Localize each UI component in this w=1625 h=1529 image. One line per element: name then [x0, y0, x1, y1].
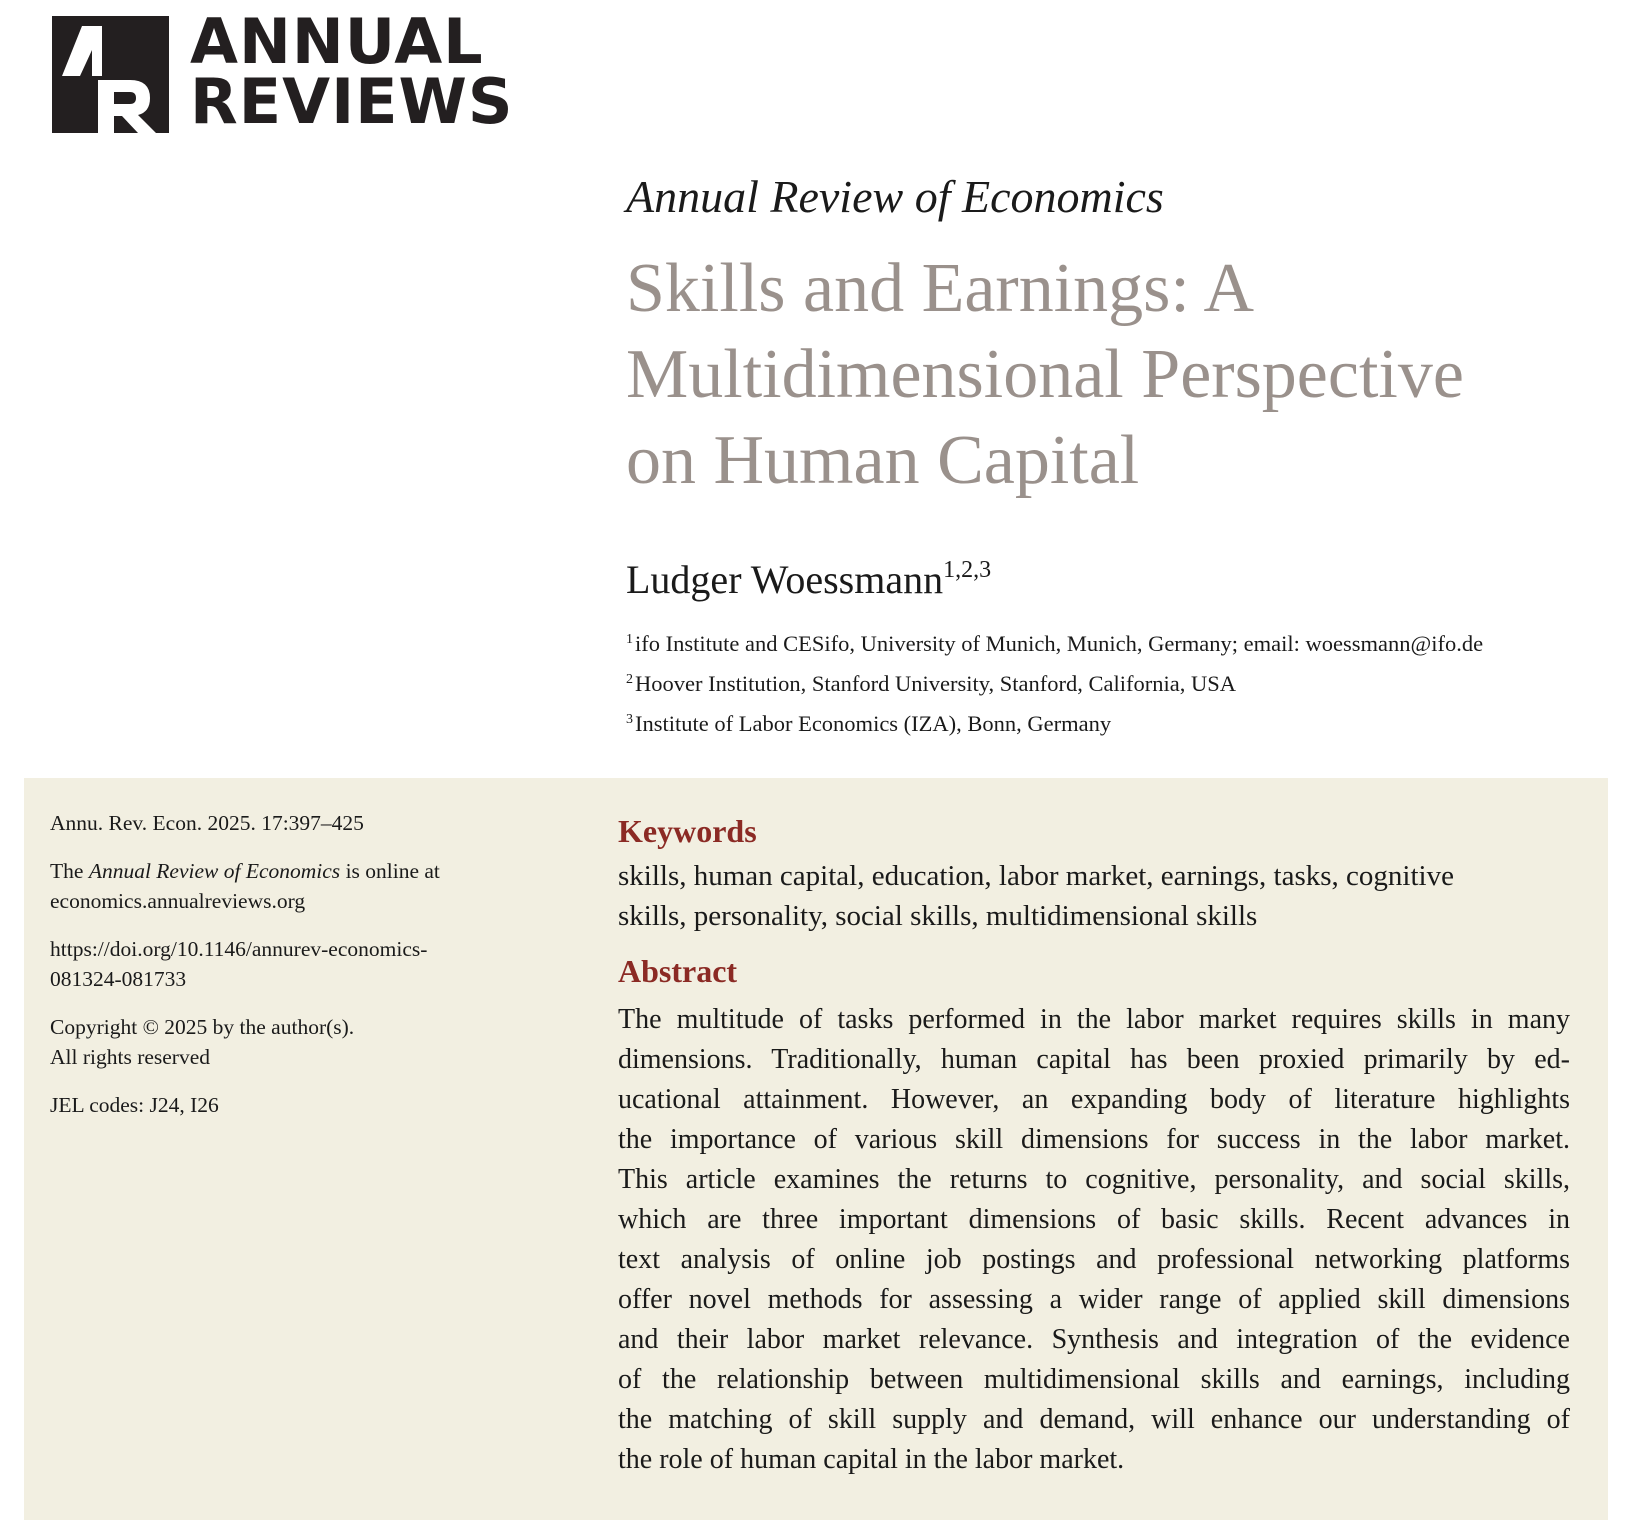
article-metadata-sidebar: [50, 808, 520, 1138]
journal-name: Annual Review of Economics: [626, 171, 1164, 222]
online-post: is online at: [340, 859, 440, 883]
affiliation-number: 1: [626, 632, 633, 647]
logo-line-1: ANNUAL: [190, 5, 484, 78]
author-name: Ludger Woessmann: [626, 557, 944, 602]
affiliation-3: [626, 700, 1616, 740]
abstract-line: The multitude of tasks performed in the labor market requires skills in many: [618, 1004, 1570, 1035]
abstract-line: of the relationship between multidimensional skills and earnings, including: [618, 1364, 1570, 1395]
online-note-line: [50, 856, 520, 886]
abstract-section: [618, 806, 1570, 1480]
online-journal: Annual Review of Economics: [88, 859, 341, 883]
online-url-link[interactable]: economics.annualreviews.org: [50, 889, 306, 913]
affiliation-text: Institute of Labor Economics (IZA), Bonn, Germany: [635, 711, 1112, 736]
keywords-list: [618, 856, 1570, 936]
keywords-line: skills, personality, social skills, multidimensional skills: [618, 900, 1258, 932]
abstract-line: and their labor market relevance. Synthesis and integration of the evidence: [618, 1324, 1570, 1355]
abstract-line: the matching of skill supply and demand, will enhance our understanding of: [618, 1404, 1570, 1435]
doi-line: https://doi.org/10.1146/annurev-economics-: [50, 937, 428, 961]
logo-line-2: REVIEWS: [190, 65, 514, 138]
author-affiliation-marks: 1,2,3: [943, 557, 992, 583]
online-note: [50, 856, 520, 916]
affiliation-2: [626, 660, 1616, 700]
affiliation-text: ifo Institute and CESifo, University of Munich, Munich, Germany; email: woessmann@ifo.de: [635, 631, 1484, 656]
ar-logo-mark: [52, 16, 169, 133]
affiliations: [626, 620, 1616, 740]
affiliation-number: 2: [626, 672, 633, 687]
logo-wordmark: [190, 5, 514, 138]
copyright-line: All rights reserved: [50, 1045, 211, 1069]
jel-codes-text: JEL codes: J24, I26: [50, 1093, 219, 1117]
affiliation-1: [626, 620, 1616, 660]
jel-codes: [50, 1090, 520, 1120]
affiliation-number: 3: [626, 712, 633, 727]
citation-text: Annu. Rev. Econ. 2025. 17:397–425: [50, 811, 364, 835]
doi-link[interactable]: [50, 934, 520, 994]
online-pre: The: [50, 859, 89, 883]
abstract-line: offer novel methods for assessing a wider range of applied skill dimensions: [618, 1284, 1570, 1315]
author: [626, 556, 991, 603]
title-line: Skills and Earnings: A: [626, 250, 1255, 327]
citation: [50, 808, 520, 838]
keywords-heading: Keywords: [618, 813, 757, 849]
abstract-line: the importance of various skill dimensions for success in the labor market.: [618, 1124, 1570, 1155]
title-line: on Human Capital: [626, 422, 1140, 499]
affiliation-text: Hoover Institution, Stanford University, Stanford, California, USA: [635, 671, 1236, 696]
abstract-line: ucational attainment. However, an expanding body of literature highlights: [618, 1084, 1570, 1115]
copyright-line: Copyright © 2025 by the author(s).: [50, 1015, 355, 1039]
article-title: [626, 246, 1586, 504]
abstract-line: dimensions. Traditionally, human capital has been proxied primarily by ed-: [618, 1044, 1570, 1075]
abstract-line: which are three important dimensions of basic skills. Recent advances in: [618, 1204, 1570, 1235]
abstract-line: text analysis of online job postings and professional networking platforms: [618, 1244, 1570, 1275]
abstract-heading: Abstract: [618, 953, 738, 989]
abstract-line: This article examines the returns to cognitive, personality, and social skills,: [618, 1164, 1570, 1195]
abstract-line: the role of human capital in the labor market.: [618, 1444, 1125, 1475]
annual-reviews-logo[interactable]: [52, 5, 514, 138]
abstract-text: [618, 1000, 1570, 1480]
title-line: Multidimensional Perspective: [626, 336, 1464, 413]
doi-line: 081324-081733: [50, 967, 187, 991]
copyright: [50, 1012, 520, 1072]
keywords-line: skills, human capital, education, labor market, earnings, tasks, cognitive: [618, 860, 1454, 892]
